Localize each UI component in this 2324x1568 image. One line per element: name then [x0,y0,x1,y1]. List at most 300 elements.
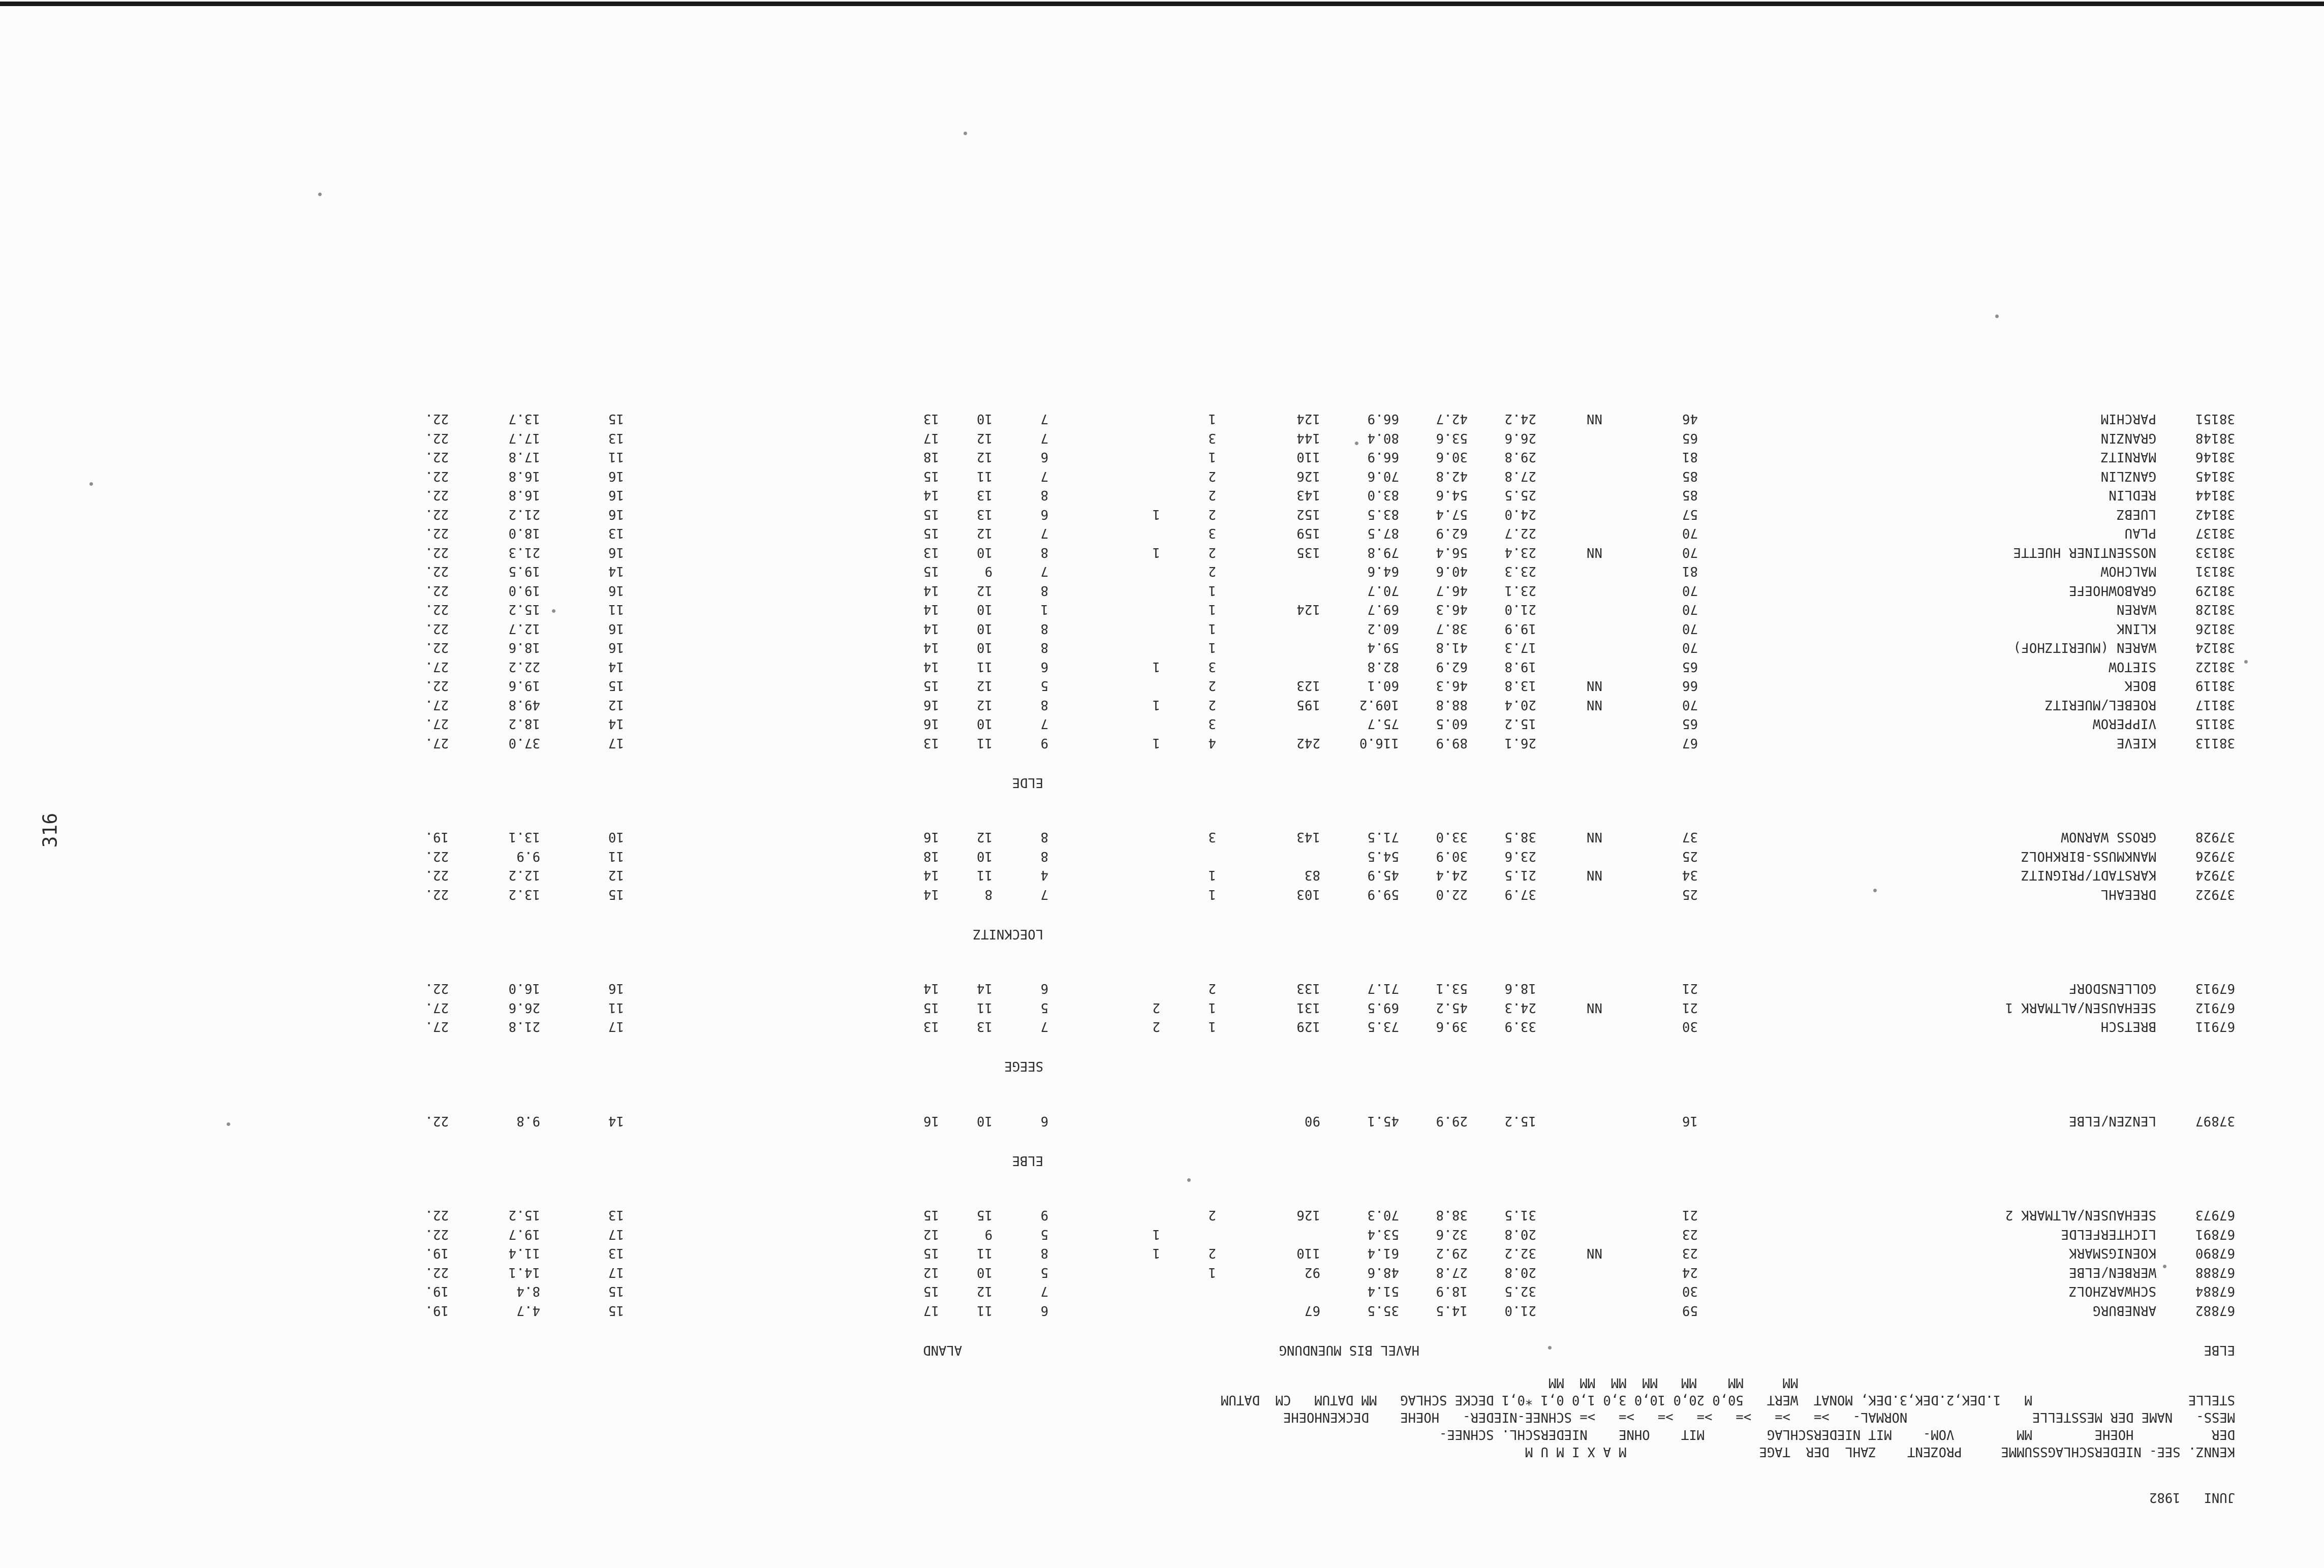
precip-month: 54.5 [1367,849,1399,864]
station-height: 30 [1682,1019,1698,1034]
days-ge3: 7 [1040,468,1048,484]
days-ge1: 11 [976,1245,993,1261]
station-height: 57 [1682,507,1698,522]
station-height: 70 [1682,621,1698,636]
max-precip: 11.4 [508,1245,540,1261]
days-ge50: 2 [1208,697,1216,712]
max-date: 19. [425,1283,449,1299]
max-date: 22. [425,1227,449,1242]
days-ge1: 9 [984,563,993,579]
max-date: 22. [425,449,449,465]
max-precip: 16.8 [508,487,540,503]
precip-dec2: 27.8 [1504,468,1536,484]
scan-speck [1355,442,1358,445]
station-id: 38145 [2195,468,2235,484]
station-height: 30 [1682,1283,1698,1299]
scan-speck [2163,1265,2166,1268]
percent-normal: 92 [1304,1265,1320,1280]
days-ge50: 2 [1208,1207,1216,1223]
percent-normal: 143 [1296,829,1320,845]
days-ge01: 14 [923,602,939,617]
precip-dec2: 19.9 [1504,621,1536,636]
precip-month: 66.9 [1367,449,1399,465]
max-precip: 17.8 [508,449,540,465]
percent-normal: 83 [1304,867,1320,883]
station-name: ARNEBURG [2092,1303,2156,1318]
days-ge50: 2 [1208,468,1216,484]
max-precip: 19.5 [508,563,540,579]
days-ge01: 15 [923,525,939,541]
max-date: 22. [425,411,449,427]
days-ge01: 15 [923,1000,939,1015]
station-id: 38146 [2195,449,2235,465]
station-id: 38131 [2195,563,2235,579]
max-date: 27. [425,1000,449,1015]
days-ge3: 5 [1040,1000,1048,1015]
station-id: 38115 [2195,716,2235,732]
max-date: 22. [425,545,449,560]
days-without-precip: 13 [608,430,624,446]
station-name: GOLLENSDORF [2068,981,2156,996]
percent-normal: 135 [1296,545,1320,560]
days-without-precip: 16 [608,621,624,636]
days-ge1: 11 [976,867,993,883]
station-height: 67 [1682,735,1698,750]
days-without-precip: 15 [608,887,624,902]
precip-dec2: 15.2 [1504,1113,1536,1128]
precip-month: 109.2 [1359,697,1399,712]
days-ge20: 1 [1152,659,1160,674]
days-without-precip: 12 [608,697,624,712]
precip-month: 73.5 [1367,1019,1399,1034]
days-ge01: 16 [923,829,939,845]
days-without-precip: 16 [608,545,624,560]
percent-normal: 131 [1296,1000,1320,1015]
station-height: 37 [1682,829,1698,845]
precip-dec1: NN [1586,867,1602,883]
percent-normal: 124 [1296,602,1320,617]
percent-normal: 126 [1296,1207,1320,1223]
days-ge01: 15 [923,1245,939,1261]
days-ge1: 10 [976,621,993,636]
days-without-precip: 16 [608,583,624,598]
days-ge50: 3 [1208,716,1216,732]
max-date: 22. [425,602,449,617]
days-ge3: 7 [1040,1283,1048,1299]
precip-dec1: NN [1586,697,1602,712]
days-ge50: 1 [1208,602,1216,617]
station-height: 66 [1682,678,1698,694]
station-id: 67973 [2195,1207,2235,1223]
days-without-precip: 15 [608,411,624,427]
max-precip: 17.7 [508,430,540,446]
days-ge1: 10 [976,1113,993,1128]
header-line: DER HOEHE MM VOM- MIT NIEDERSCHLAG MIT OHNE NIEDERSCHL. SCHNEE- [1439,1427,2235,1442]
max-date: 22. [425,849,449,864]
precip-dec2: 20.8 [1504,1265,1536,1280]
days-ge20: 1 [1152,1245,1160,1261]
station-name: REDLIN [2109,487,2156,503]
days-ge50: 2 [1208,507,1216,522]
station-name: BRETSCH [2100,1019,2156,1034]
precip-dec2: 32.2 [1504,1245,1536,1261]
station-name: KIEVE [2116,735,2156,750]
precip-dec3: 32.6 [1436,1227,1468,1242]
station-id: 67912 [2195,1000,2235,1015]
precip-dec2: 26.6 [1504,430,1536,446]
days-without-precip: 17 [608,1265,624,1280]
max-date: 22. [425,867,449,883]
days-without-precip: 14 [608,716,624,732]
percent-normal: 90 [1304,1113,1320,1128]
days-ge1: 13 [976,507,993,522]
percent-normal: 144 [1296,430,1320,446]
max-date: 19. [425,1303,449,1318]
precip-month: 64.6 [1367,563,1399,579]
days-ge1: 12 [976,697,993,712]
days-without-precip: 11 [608,449,624,465]
days-ge50: 1 [1208,411,1216,427]
station-name: NOSSENTINER HUETTE [2013,545,2156,560]
precip-month: 35.5 [1367,1303,1399,1318]
station-height: 65 [1682,430,1698,446]
days-ge1: 10 [976,411,993,427]
days-ge20: 2 [1152,1000,1160,1015]
days-ge1: 13 [976,487,993,503]
max-date: 22. [425,981,449,996]
max-date: 22. [425,621,449,636]
station-height: 70 [1682,640,1698,655]
days-without-precip: 12 [608,867,624,883]
station-name: MALCHOW [2100,563,2156,579]
days-without-precip: 13 [608,1207,624,1223]
precip-dec3: 38.8 [1436,1207,1468,1223]
station-name: PLAU [2124,525,2156,541]
days-ge1: 11 [976,1000,993,1015]
precip-dec3: 41.8 [1436,640,1468,655]
precip-dec1: NN [1586,411,1602,427]
precip-dec3: 62.9 [1436,659,1468,674]
station-id: 38151 [2195,411,2235,427]
max-precip: 19.6 [508,678,540,694]
days-ge3: 4 [1040,867,1048,883]
precip-dec3: 22.0 [1436,887,1468,902]
station-height: 23 [1682,1245,1698,1261]
precip-dec3: 89.9 [1436,735,1468,750]
percent-normal: 133 [1296,981,1320,996]
station-name: BOEK [2124,678,2156,694]
precip-dec3: 60.5 [1436,716,1468,732]
max-precip: 19.0 [508,583,540,598]
days-ge3: 8 [1040,621,1048,636]
precip-month: 116.0 [1359,735,1399,750]
station-name: PARCHIM [2100,411,2156,427]
percent-normal: 126 [1296,468,1320,484]
max-date: 19. [425,1245,449,1261]
days-ge50: 1 [1208,640,1216,655]
precip-dec2: 38.5 [1504,829,1536,845]
days-ge1: 10 [976,1265,993,1280]
days-ge1: 10 [976,640,993,655]
header-line: KENNZ. SEE- NIEDERSCHLAGSSUMME PROZENT ZAHL DER TAGE M A X I M U M [1525,1444,2235,1459]
precip-month: 70.6 [1367,468,1399,484]
max-date: 22. [425,468,449,484]
percent-normal: 67 [1304,1303,1320,1318]
precip-dec1: NN [1586,545,1602,560]
station-id: 67884 [2195,1283,2235,1299]
days-ge01: 14 [923,867,939,883]
station-height: 16 [1682,1113,1698,1128]
max-precip: 22.2 [508,659,540,674]
station-name: KARSTADT/PRIGNITZ [2021,867,2156,883]
days-ge3: 1 [1040,602,1048,617]
station-id: 67911 [2195,1019,2235,1034]
max-precip: 16.8 [508,468,540,484]
max-precip: 15.2 [508,1207,540,1223]
month-label: JUNI 1982 [2149,1490,2235,1505]
precip-dec3: 62.9 [1436,525,1468,541]
max-precip: 13.2 [508,887,540,902]
days-ge1: 12 [976,583,993,598]
station-name: SEEHAUSEN/ALTMARK 1 [2005,1000,2156,1015]
precip-dec3: 27.8 [1436,1265,1468,1280]
precip-dec3: 56.4 [1436,545,1468,560]
precip-dec1: NN [1586,829,1602,845]
days-ge3: 8 [1040,487,1048,503]
precip-month: 83.0 [1367,487,1399,503]
max-date: 27. [425,735,449,750]
days-ge01: 18 [923,849,939,864]
max-date: 27. [425,659,449,674]
precip-dec2: 25.5 [1504,487,1536,503]
station-id: 38122 [2195,659,2235,674]
days-ge01: 14 [923,887,939,902]
precip-month: 83.5 [1367,507,1399,522]
precip-month: 69.7 [1367,602,1399,617]
max-precip: 21.8 [508,1019,540,1034]
precip-dec2: 37.9 [1504,887,1536,902]
scan-speck [89,482,93,486]
days-without-precip: 13 [608,1245,624,1261]
station-id: 67890 [2195,1245,2235,1261]
days-ge01: 14 [923,640,939,655]
days-ge20: 1 [1152,507,1160,522]
max-precip: 18.6 [508,640,540,655]
station-id: 67882 [2195,1303,2235,1318]
precip-dec3: 30.6 [1436,449,1468,465]
precip-dec3: 57.4 [1436,507,1468,522]
percent-normal: 129 [1296,1019,1320,1034]
station-name: ROEBEL/MUERITZ [2044,697,2156,712]
section-heading-right: ALAND [923,1342,962,1358]
header-line: STELLE M 1.DEK,2.DEK,3.DEK, MONAT WERT 50,0 20,0 10,0 3,0 1,0 0,1 *0,1 DECKE SCHLAG MM DATUM CM DATUM [1221,1392,2235,1407]
station-height: 46 [1682,411,1698,427]
days-ge20: 2 [1152,1019,1160,1034]
station-name: GANZLIN [2100,468,2156,484]
max-date: 22. [425,887,449,902]
section-heading: ELBE [2204,1342,2235,1358]
precip-dec3: 24.4 [1436,867,1468,883]
station-height: 59 [1682,1303,1698,1318]
percent-normal: 242 [1296,735,1320,750]
station-height: 21 [1682,1000,1698,1015]
station-id: 38117 [2195,697,2235,712]
precip-dec2: 13.8 [1504,678,1536,694]
days-ge3: 8 [1040,583,1048,598]
days-ge01: 13 [923,411,939,427]
days-ge01: 14 [923,981,939,996]
station-id: 38129 [2195,583,2235,598]
days-ge1: 11 [976,735,993,750]
days-without-precip: 14 [608,563,624,579]
days-without-precip: 13 [608,525,624,541]
max-precip: 15.2 [508,602,540,617]
precip-dec2: 26.1 [1504,735,1536,750]
precip-month: 59.4 [1367,640,1399,655]
days-ge01: 12 [923,1227,939,1242]
station-height: 21 [1682,1207,1698,1223]
days-ge3: 7 [1040,411,1048,427]
max-precip: 9.9 [516,849,540,864]
max-date: 22. [425,1207,449,1223]
station-height: 85 [1682,468,1698,484]
days-without-precip: 14 [608,1113,624,1128]
days-without-precip: 16 [608,640,624,655]
days-without-precip: 16 [608,981,624,996]
days-ge3: 7 [1040,430,1048,446]
section-heading: ELBE [1012,1153,1043,1168]
precip-month: 45.1 [1367,1113,1399,1128]
days-ge1: 12 [976,449,993,465]
days-ge3: 8 [1040,1245,1048,1261]
days-ge3: 7 [1040,887,1048,902]
section-subheading: HAVEL BIS MUENDUNG [1279,1342,1419,1358]
precip-month: 61.4 [1367,1245,1399,1261]
days-ge50: 1 [1208,887,1216,902]
days-ge1: 10 [976,602,993,617]
station-name: MANKMUSS-BIRKHOLZ [2021,849,2156,864]
precip-month: 87.5 [1367,525,1399,541]
station-id: 38133 [2195,545,2235,560]
days-ge3: 8 [1040,640,1048,655]
station-name: LICHTERFELDE [2061,1227,2156,1242]
days-ge50: 1 [1208,583,1216,598]
precip-dec1: NN [1586,1245,1602,1261]
days-ge50: 3 [1208,430,1216,446]
days-ge1: 12 [976,829,993,845]
max-precip: 37.0 [508,735,540,750]
station-id: 67888 [2195,1265,2235,1280]
days-without-precip: 17 [608,1019,624,1034]
precip-dec2: 18.6 [1504,981,1536,996]
days-without-precip: 16 [608,487,624,503]
scan-speck [1995,315,1999,318]
days-ge1: 10 [976,545,993,560]
header-line: MM MM MM MM MM MM MM [1548,1375,2235,1390]
precip-dec3: 46.3 [1436,678,1468,694]
days-ge3: 6 [1040,449,1048,465]
precip-dec2: 15.2 [1504,716,1536,732]
max-precip: 13.7 [508,411,540,427]
percent-normal: 143 [1296,487,1320,503]
precip-month: 75.7 [1367,716,1399,732]
days-without-precip: 17 [608,1227,624,1242]
precip-dec3: 53.1 [1436,981,1468,996]
station-name: MARNITZ [2100,449,2156,465]
days-ge01: 18 [923,449,939,465]
station-height: 70 [1682,525,1698,541]
station-id: 67913 [2195,981,2235,996]
precip-dec2: 24.0 [1504,507,1536,522]
station-id: 38137 [2195,525,2235,541]
max-precip: 12.7 [508,621,540,636]
days-ge01: 13 [923,735,939,750]
max-date: 22. [425,1265,449,1280]
scan-speck [318,193,322,196]
days-ge1: 13 [976,1019,993,1034]
precip-dec2: 21.5 [1504,867,1536,883]
station-height: 34 [1682,867,1698,883]
station-id: 37926 [2195,849,2235,864]
max-precip: 49.8 [508,697,540,712]
days-ge3: 6 [1040,507,1048,522]
section-heading: SEEGE [1004,1058,1043,1074]
max-precip: 21.2 [508,507,540,522]
days-without-precip: 11 [608,1000,624,1015]
days-ge3: 6 [1040,1113,1048,1128]
max-precip: 4.7 [516,1303,540,1318]
days-ge3: 7 [1040,563,1048,579]
header-line: MESS- NAME DER MESSTELLE NORMAL- >= >= >= >= >= >= >= SCHNEE-NIEDER- HOEHE DECKENHOEHE [1283,1409,2235,1425]
days-ge01: 14 [923,621,939,636]
precip-dec3: 46.3 [1436,602,1468,617]
days-ge3: 8 [1040,545,1048,560]
station-id: 38128 [2195,602,2235,617]
precip-month: 71.7 [1367,981,1399,996]
station-name: LENZEN/ELBE [2068,1113,2156,1128]
max-date: 22. [425,678,449,694]
percent-normal: 159 [1296,525,1320,541]
days-ge3: 7 [1040,525,1048,541]
days-ge3: 6 [1040,981,1048,996]
precip-dec3: 14.5 [1436,1303,1468,1318]
precip-month: 59.9 [1367,887,1399,902]
precip-dec1: NN [1586,1000,1602,1015]
days-ge1: 12 [976,430,993,446]
scan-speck [1548,1346,1552,1350]
days-without-precip: 15 [608,1283,624,1299]
percent-normal: 195 [1296,697,1320,712]
precip-dec3: 42.8 [1436,468,1468,484]
percent-normal: 110 [1296,1245,1320,1261]
days-ge1: 12 [976,678,993,694]
precip-dec3: 39.6 [1436,1019,1468,1034]
days-ge1: 11 [976,468,993,484]
station-id: 38142 [2195,507,2235,522]
station-height: 70 [1682,583,1698,598]
days-ge01: 15 [923,1283,939,1299]
days-ge3: 5 [1040,678,1048,694]
station-name: WAREN [2116,602,2156,617]
precip-dec2: 21.0 [1504,602,1536,617]
precip-dec2: 23.1 [1504,583,1536,598]
station-name: LUEBZ [2116,507,2156,522]
station-height: 25 [1682,849,1698,864]
days-ge1: 9 [984,1227,993,1242]
precip-dec3: 29.2 [1436,1245,1468,1261]
max-precip: 18.2 [508,716,540,732]
days-ge3: 7 [1040,716,1048,732]
